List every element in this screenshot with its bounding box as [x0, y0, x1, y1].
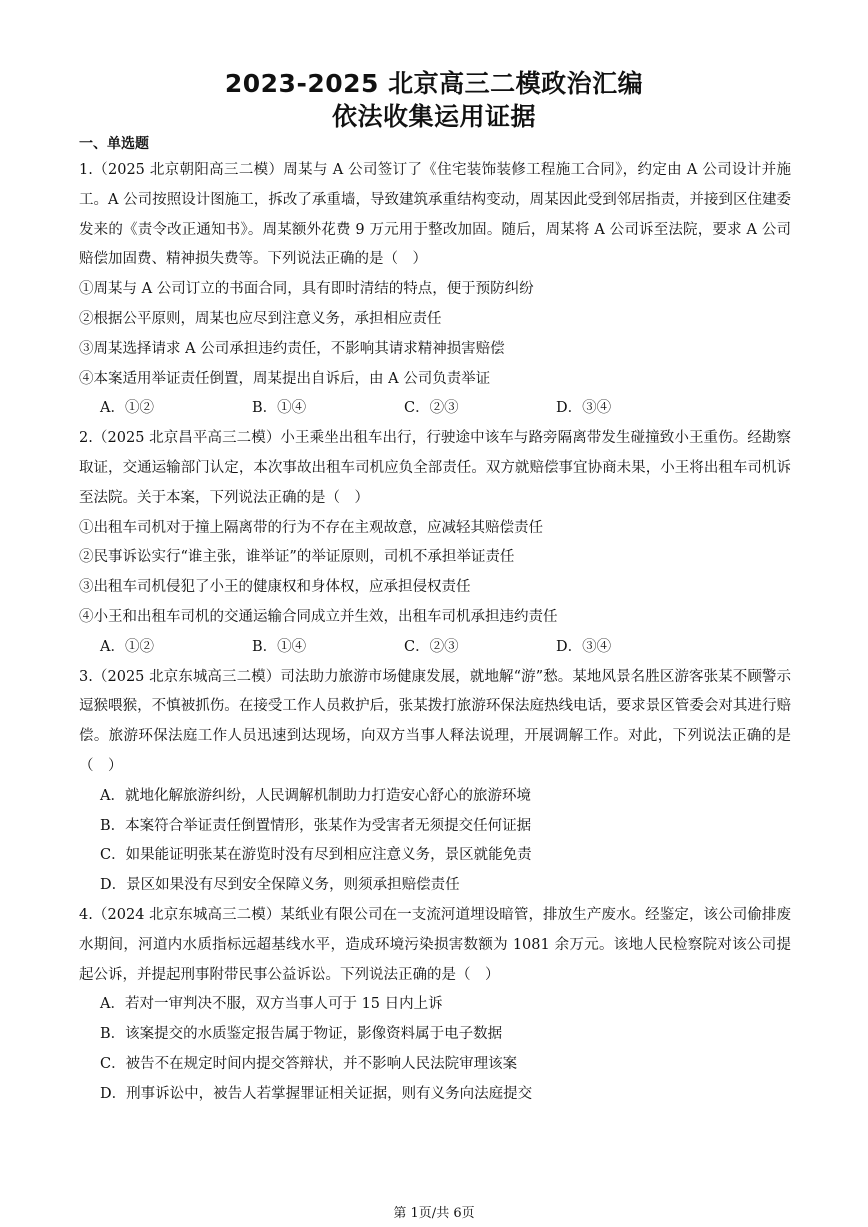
section-heading: 一、单选题 — [79, 136, 149, 152]
question-4 — [79, 901, 791, 1110]
question-stem: 1.（2025 北京朝阳高三二模）周某与 A 公司签订了《住宅装饰装修工程施工合同》，约定由 A 公司设计并施工。A 公司按照设计图施工，拆改了承重墙，导致建筑承重结构变动，周某因此受到邻居指责，并接到区住建委发来的《责令改正通知书》。周某额外花费 9 万元用于整改加固。随后，周某将 A 公司诉至法院，要求 A 公司赔偿加固费、精神损失费等。下列说法正确的是（ ） — [79, 162, 791, 268]
statement-item: ④本案适用举证责任倒置，周某提出自诉后，由 A 公司负责举证 — [79, 370, 491, 387]
option-c: C．如果能证明张某在游览时没有尽到相应注意义务，景区就能免责 — [100, 847, 532, 864]
question-list — [79, 156, 791, 1110]
option-a: A．若对一审判决不服，双方当事人可于 15 日内上诉 — [100, 996, 443, 1013]
question-stem: 2.（2025 北京昌平高三二模）小王乘坐出租车出行，行驶途中该车与路旁隔离带发生碰撞致小王重伤。经勘察取证，交通运输部门认定，本次事故出租车司机应负全部责任。双方就赔偿事宜协商未果，小王将出租车司机诉至法院。关于本案，下列说法正确的是（ ） — [79, 430, 791, 506]
statement-item: ②根据公平原则，周某也应尽到注意义务，承担相应责任 — [79, 310, 442, 327]
choice-a: A．①② — [100, 638, 154, 655]
statement-item: ③出租车司机侵犯了小王的健康权和身体权，应承担侵权责任 — [79, 579, 471, 596]
choice-b: B．①④ — [252, 400, 307, 417]
option-b: B．该案提交的水质鉴定报告属于物证，影像资料属于电子数据 — [100, 1026, 503, 1043]
statement-item: ①出租车司机对于撞上隔离带的行为不存在主观故意，应减轻其赔偿责任 — [79, 519, 543, 536]
statement-item: ①周某与 A 公司订立的书面合同，具有即时清结的特点，便于预防纠纷 — [79, 281, 534, 298]
option-d: D．景区如果没有尽到安全保障义务，则须承担赔偿责任 — [100, 877, 460, 894]
answer-choices — [79, 394, 791, 424]
statement-item: ③周某选择请求 A 公司承担违约责任，不影响其请求精神损害赔偿 — [79, 340, 505, 357]
choice-d: D．③④ — [556, 638, 612, 655]
document-subtitle: 依法收集运用证据 — [331, 102, 536, 131]
choice-c: C．②③ — [404, 400, 459, 417]
choice-a: A．①② — [100, 400, 154, 417]
question-1 — [79, 156, 791, 424]
question-3 — [79, 663, 791, 901]
option-a: A．就地化解旅游纠纷，人民调解机制助力打造安心舒心的旅游环境 — [100, 787, 531, 804]
question-stem: 4.（2024 北京东城高三二模）某纸业有限公司在一支流河道埋设暗管，排放生产废水。经鉴定，该公司偷排废水期间，河道内水质指标远超基线水平，造成环境污染损害数额为 1081 余万元。该地人民检察院对该公司提起公诉，并提起刑事附带民事公益诉讼。下列说法正确的是（ ） — [79, 906, 791, 983]
option-c: C．被告不在规定时间内提交答辩状，并不影响人民法院审理该案 — [100, 1055, 518, 1072]
question-stem: 3.（2025 北京东城高三二模）司法助力旅游市场健康发展，就地解“游”愁。某地风景名胜区游客张某不顾警示逗猴喂猴，不慎被抓伤。在接受工作人员救护后，张某拨打旅游环保法庭热线电话，要求景区管委会对其进行赔偿。旅游环保法庭工作人员迅速到达现场，向双方当事人释法说理，开展调解工作。对此，下列说法正确的是（ ） — [79, 668, 791, 774]
option-d: D．刑事诉讼中，被告人若掌握罪证相关证据，则有义务向法庭提交 — [100, 1085, 533, 1102]
page-number: 第 1页/共 6页 — [393, 1206, 475, 1221]
choice-c: C．②③ — [404, 638, 459, 655]
choice-d: D．③④ — [556, 400, 612, 417]
question-2 — [79, 424, 791, 662]
statement-item: ②民事诉讼实行“谁主张，谁举证”的举证原则，司机不承担举证责任 — [79, 549, 515, 566]
document-title: 2023-2025 北京高三二模政治汇编 — [224, 69, 644, 98]
answer-choices — [79, 633, 791, 663]
choice-b: B．①④ — [252, 638, 307, 655]
option-b: B．本案符合举证责任倒置情形，张某作为受害者无须提交任何证据 — [100, 817, 532, 834]
statement-item: ④小王和出租车司机的交通运输合同成立并生效，出租车司机承担违约责任 — [79, 608, 558, 625]
